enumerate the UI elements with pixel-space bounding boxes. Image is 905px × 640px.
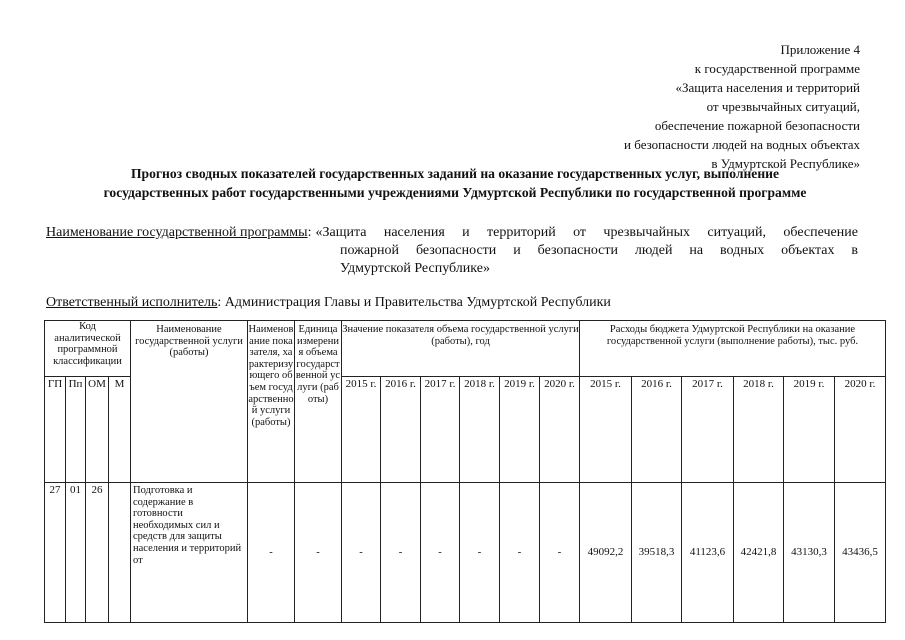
program-block bbox=[46, 224, 858, 278]
cell-expense: 41123,6 bbox=[682, 483, 734, 623]
header-unit: Единица измерения объема государственной услуги (работы) bbox=[295, 321, 342, 483]
cell-indicator: - bbox=[248, 483, 295, 623]
cell-pp: 01 bbox=[66, 483, 86, 623]
cell-expense: 43130,3 bbox=[784, 483, 835, 623]
header-om: ОМ bbox=[86, 377, 109, 483]
cell-volume: - bbox=[421, 483, 460, 623]
appendix-header bbox=[460, 40, 860, 173]
program-label: Наименование государственной программы bbox=[46, 225, 308, 240]
cell-volume: - bbox=[342, 483, 381, 623]
table-row bbox=[45, 483, 886, 623]
header-expenses-year: 2016 г. bbox=[632, 377, 682, 483]
cell-expense: 43436,5 bbox=[835, 483, 886, 623]
header-expenses-year: 2015 г. bbox=[580, 377, 632, 483]
header-gp: ГП bbox=[45, 377, 66, 483]
cell-expense: 39518,3 bbox=[632, 483, 682, 623]
header-volume-year: 2018 г. bbox=[460, 377, 500, 483]
responsible-label: Ответственный исполнитель bbox=[46, 295, 218, 310]
cell-m bbox=[109, 483, 131, 623]
cell-expense: 49092,2 bbox=[580, 483, 632, 623]
header-expenses-year: 2017 г. bbox=[682, 377, 734, 483]
header-volume-year: 2016 г. bbox=[381, 377, 421, 483]
cell-volume: - bbox=[500, 483, 540, 623]
header-volume-year: 2017 г. bbox=[421, 377, 460, 483]
header-volume-year: 2020 г. bbox=[540, 377, 580, 483]
header-expenses-year: 2020 г. bbox=[835, 377, 886, 483]
appendix-line: от чрезвычайных ситуаций, bbox=[706, 99, 860, 114]
cell-volume: - bbox=[460, 483, 500, 623]
appendix-line: «Защита населения и территорий bbox=[675, 80, 860, 95]
appendix-line: Приложение 4 bbox=[780, 42, 860, 57]
title-line-1: Прогноз сводных показателей государственных заданий на оказание государственных услуг, выполнение bbox=[130, 166, 780, 181]
header-volume-year: 2015 г. bbox=[342, 377, 381, 483]
header-pp: Пп bbox=[66, 377, 86, 483]
header-expenses-year: 2019 г. bbox=[784, 377, 835, 483]
header-code: Код аналитической программной классификации bbox=[45, 321, 131, 377]
program-line-2: пожарной безопасности и безопасности людей на водных объектах в bbox=[340, 243, 858, 258]
header-expenses: Расходы бюджета Удмуртской Республики на оказание государственной услуги (выполнение работы), тыс. руб. bbox=[580, 321, 886, 377]
header-service-name: Наименование государственной услуги (работы) bbox=[131, 321, 248, 483]
cell-om: 26 bbox=[86, 483, 109, 623]
responsible-value: : Администрация Главы и Правительства Удмуртской Республики bbox=[217, 295, 611, 310]
cell-service: Подготовка и содержание в готовности необходимых сил и средств для защиты населения и территорий от bbox=[131, 483, 248, 623]
cell-expense: 42421,8 bbox=[734, 483, 784, 623]
appendix-line: обеспечение пожарной безопасности bbox=[654, 118, 860, 133]
appendix-line: и безопасности людей на водных объектах bbox=[624, 137, 860, 152]
cell-gp: 27 bbox=[45, 483, 66, 623]
header-volume-year: 2019 г. bbox=[500, 377, 540, 483]
header-volume: Значение показателя объема государственной услуги (работы), год bbox=[342, 321, 580, 377]
program-text-rest bbox=[340, 242, 858, 278]
appendix-line: к государственной программе bbox=[694, 61, 860, 76]
title-line-2: государственных работ государственными учреждениями Удмуртской Республики по государственной программе bbox=[103, 185, 807, 200]
document-title bbox=[40, 164, 870, 202]
cell-volume: - bbox=[540, 483, 580, 623]
header-expenses-year: 2018 г. bbox=[734, 377, 784, 483]
header-m: М bbox=[109, 377, 131, 483]
responsible-executor bbox=[46, 295, 611, 311]
program-line-3: Удмуртской Республике» bbox=[340, 261, 490, 276]
cell-volume: - bbox=[381, 483, 421, 623]
header-indicator-name: Наименование показателя, характеризующего объем государственной услуги (работы) bbox=[248, 321, 295, 483]
indicators-table bbox=[44, 320, 886, 623]
cell-unit: - bbox=[295, 483, 342, 623]
program-line-1: Наименование государственной программы: «Защита населения и территорий от чрезвычайных ситуаций, обеспечение bbox=[46, 225, 858, 240]
appendix-line: в Удмуртской Республике» bbox=[711, 156, 860, 171]
